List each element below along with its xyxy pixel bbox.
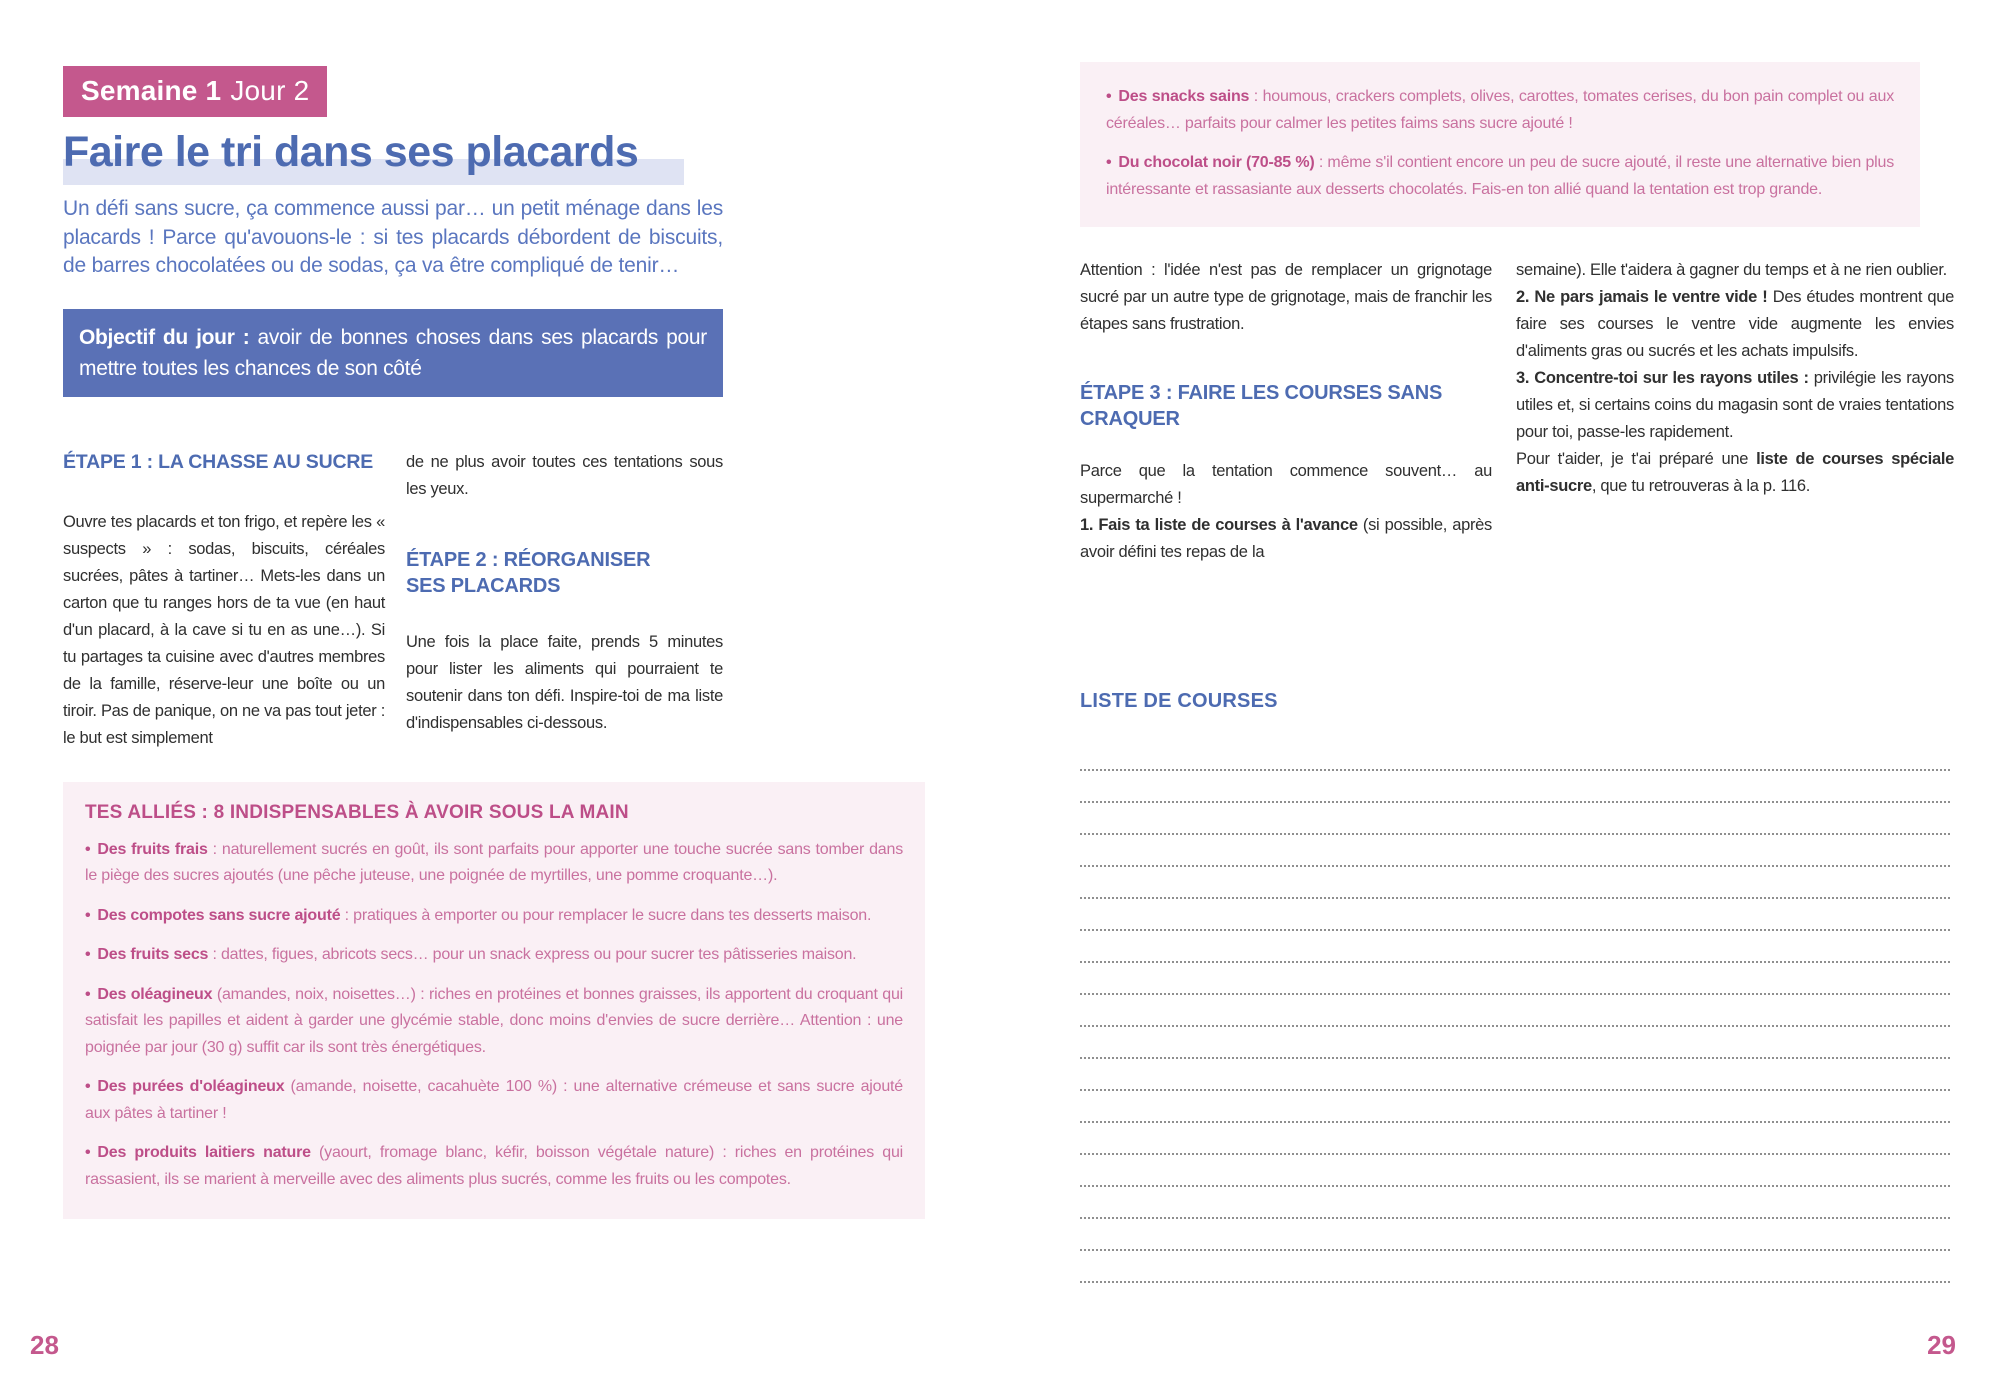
- step2-heading: ÉTAPE 2 : RÉORGANISER SES PLACARDS: [406, 548, 651, 597]
- list-item: • Des produits laitiers nature (yaourt, fromage blanc, kéfir, boisson végétale nature) : riches en protéines qui rassasient, ils se marient à merveille avec des aliments plus sucrés, comme les fruits ou les compotes.: [85, 1144, 903, 1188]
- page-number-left: 28: [30, 1330, 59, 1360]
- closing-paragraph: Pour t'aider, je t'ai préparé une liste de courses spéciale anti-sucre, que tu retrouveras à la p. 116.: [1516, 450, 1954, 495]
- left-column-1: [63, 449, 385, 752]
- bullet-icon: •: [85, 906, 91, 924]
- shopping-list-line: [1080, 1155, 1950, 1187]
- right-columns: [1080, 257, 1954, 566]
- objective-text: avoir de bonnes choses dans ses placards pour mettre toutes les chances de son côté: [79, 325, 707, 380]
- list-item: • Des fruits frais : naturellement sucrés en goût, ils sont parfaits pour apporter une touche sucrée sans tomber dans le piège des sucres ajoutés (une pêche juteuse, une poignée de myrtilles, une pomme croquante…).: [85, 840, 903, 884]
- left-columns: [63, 449, 925, 752]
- shopping-list-line: [1080, 867, 1950, 899]
- shopping-list-line: [1080, 899, 1950, 931]
- step3-paragraph: Parce que la tentation commence souvent… au supermarché !: [1080, 462, 1492, 507]
- allies-box-heading: TES ALLIÉS : 8 INDISPENSABLES À AVOIR SOUS LA MAIN: [85, 801, 629, 823]
- allies-box: [63, 782, 925, 1220]
- tip-1: 1. Fais ta liste de courses à l'avance (si possible, après avoir défini tes repas de la: [1080, 516, 1493, 561]
- objective-banner: [63, 309, 723, 397]
- page-right: [1080, 0, 1954, 712]
- shopping-list-line: [1080, 931, 1950, 963]
- tip-3: 3. Concentre-toi sur les rayons utiles : privilégie les rayons utiles et, si certains coins du magasin sont de vraies tentations pour toi, passe-les rapidement.: [1516, 369, 1954, 441]
- shopping-list-line: [1080, 1123, 1950, 1155]
- badge-day-label: Jour 2: [230, 75, 310, 106]
- list-item: • Des compotes sans sucre ajouté : pratiques à emporter ou pour remplacer le sucre dans tes desserts maison.: [85, 906, 872, 924]
- list-item: • Des fruits secs : dattes, figues, abricots secs… pour un snack express ou pour sucrer tes pâtisseries maison.: [85, 946, 857, 963]
- right-column-2: [1516, 257, 1954, 566]
- allies-box-continued: [1080, 62, 1920, 227]
- shopping-list-line: [1080, 1187, 1950, 1219]
- bullet-icon: •: [85, 1078, 91, 1095]
- page-left: [63, 0, 925, 1219]
- shopping-list-line: [1080, 771, 1950, 803]
- page-number-right: 29: [1927, 1330, 1956, 1360]
- list-item: • Des purées d'oléagineux (amande, noisette, cacahuète 100 %) : une alternative crémeuse et sans sucre ajouté aux pâtes à tartiner !: [85, 1078, 903, 1122]
- page-title-text: Faire le tri dans ses placards: [63, 128, 684, 185]
- bullet-icon: •: [85, 840, 91, 858]
- list-item: • Des snacks sains : houmous, crackers complets, olives, carottes, tomates cerises, du bon pain complet ou aux céréales… parfaits pour calmer les petites faims sans sucre ajouté !: [1106, 88, 1894, 132]
- shopping-list-line: [1080, 963, 1950, 995]
- shopping-list-lines: [1080, 739, 1950, 1283]
- bullet-icon: •: [1106, 88, 1112, 105]
- intro-paragraph: Un défi sans sucre, ça commence aussi par… un petit ménage dans les placards ! Parce qu'avouons-le : si tes placards débordent de biscuits, de barres chocolatées ou de sodas, ça va être compliqué de tenir…: [63, 197, 723, 277]
- shopping-list-line: [1080, 803, 1950, 835]
- shopping-list-heading: LISTE DE COURSES: [1080, 690, 1278, 712]
- left-column-2: [406, 449, 723, 752]
- step1-paragraph: Ouvre tes placards et ton frigo, et repère les « suspects » : sodas, biscuits, céréales sucrées, pâtes à tartiner… Mets-les dans un carton que tu ranges hors de ta vue (en haut d'un placard, à la cave si tu en as une…). Si tu partages ta cuisine avec d'autres membres de la famille, réserve-leur une boîte ou un tiroir. Pas de panique, on ne va pas tout jeter : le but est simplement: [63, 512, 385, 747]
- step1-continuation: de ne plus avoir toutes ces tentations sous les yeux.: [406, 452, 723, 498]
- tip-2: 2. Ne pars jamais le ventre vide ! Des études montrent que faire ses courses le ventre vide augmente les envies d'aliments gras ou sucrés et les achats impulsifs.: [1516, 288, 1954, 360]
- shopping-list-line: [1080, 739, 1950, 771]
- tip-1-continuation: semaine). Elle t'aidera à gagner du temps et à ne rien oublier.: [1516, 261, 1947, 279]
- list-item: • Du chocolat noir (70-85 %) : même s'il contient encore un peu de sucre ajouté, il reste une alternative bien plus intéressante et rassasiante aux desserts chocolatés. Fais-en ton allié quand la tentation est trop grande.: [1106, 154, 1895, 198]
- bullet-icon: •: [85, 1144, 91, 1161]
- shopping-list-line: [1080, 835, 1950, 867]
- bullet-icon: •: [85, 946, 91, 963]
- list-item: • Des oléagineux (amandes, noix, noisettes…) : riches en protéines et bonnes graisses, ils apportent du croquant qui satisfait les papilles et aident à garder une glycémie stable, donc moins d'envies de sucre derrière… Attention : une poignée par jour (30 g) suffit car ils sont très énergétiques.: [85, 985, 903, 1056]
- bullet-icon: •: [1106, 154, 1112, 171]
- shopping-list-line: [1080, 1059, 1950, 1091]
- objective-label: Objectif du jour :: [79, 325, 250, 349]
- page-title: [63, 127, 925, 177]
- step1-heading: ÉTAPE 1 : LA CHASSE AU SUCRE: [63, 450, 374, 473]
- step3-heading: ÉTAPE 3 : FAIRE LES COURSES SANS CRAQUER: [1080, 382, 1443, 430]
- step2-paragraph: Une fois la place faite, prends 5 minutes pour lister les aliments qui pourraient te soutenir dans ton défi. Inspire-toi de ma liste d'indispensables ci-dessous.: [406, 632, 723, 732]
- shopping-list-line: [1080, 995, 1950, 1027]
- shopping-list-line: [1080, 1251, 1950, 1283]
- right-column-1: [1080, 257, 1492, 566]
- bullet-icon: •: [85, 985, 91, 1003]
- attention-paragraph: Attention : l'idée n'est pas de remplacer un grignotage sucré par un autre type de grignotage, mais de franchir les étapes sans frustration.: [1080, 261, 1492, 333]
- shopping-list-section: [1080, 690, 1950, 1283]
- shopping-list-line: [1080, 1027, 1950, 1059]
- shopping-list-line: [1080, 1091, 1950, 1123]
- shopping-list-line: [1080, 1219, 1950, 1251]
- week-day-badge: [63, 66, 327, 117]
- badge-week-label: Semaine 1: [81, 75, 222, 106]
